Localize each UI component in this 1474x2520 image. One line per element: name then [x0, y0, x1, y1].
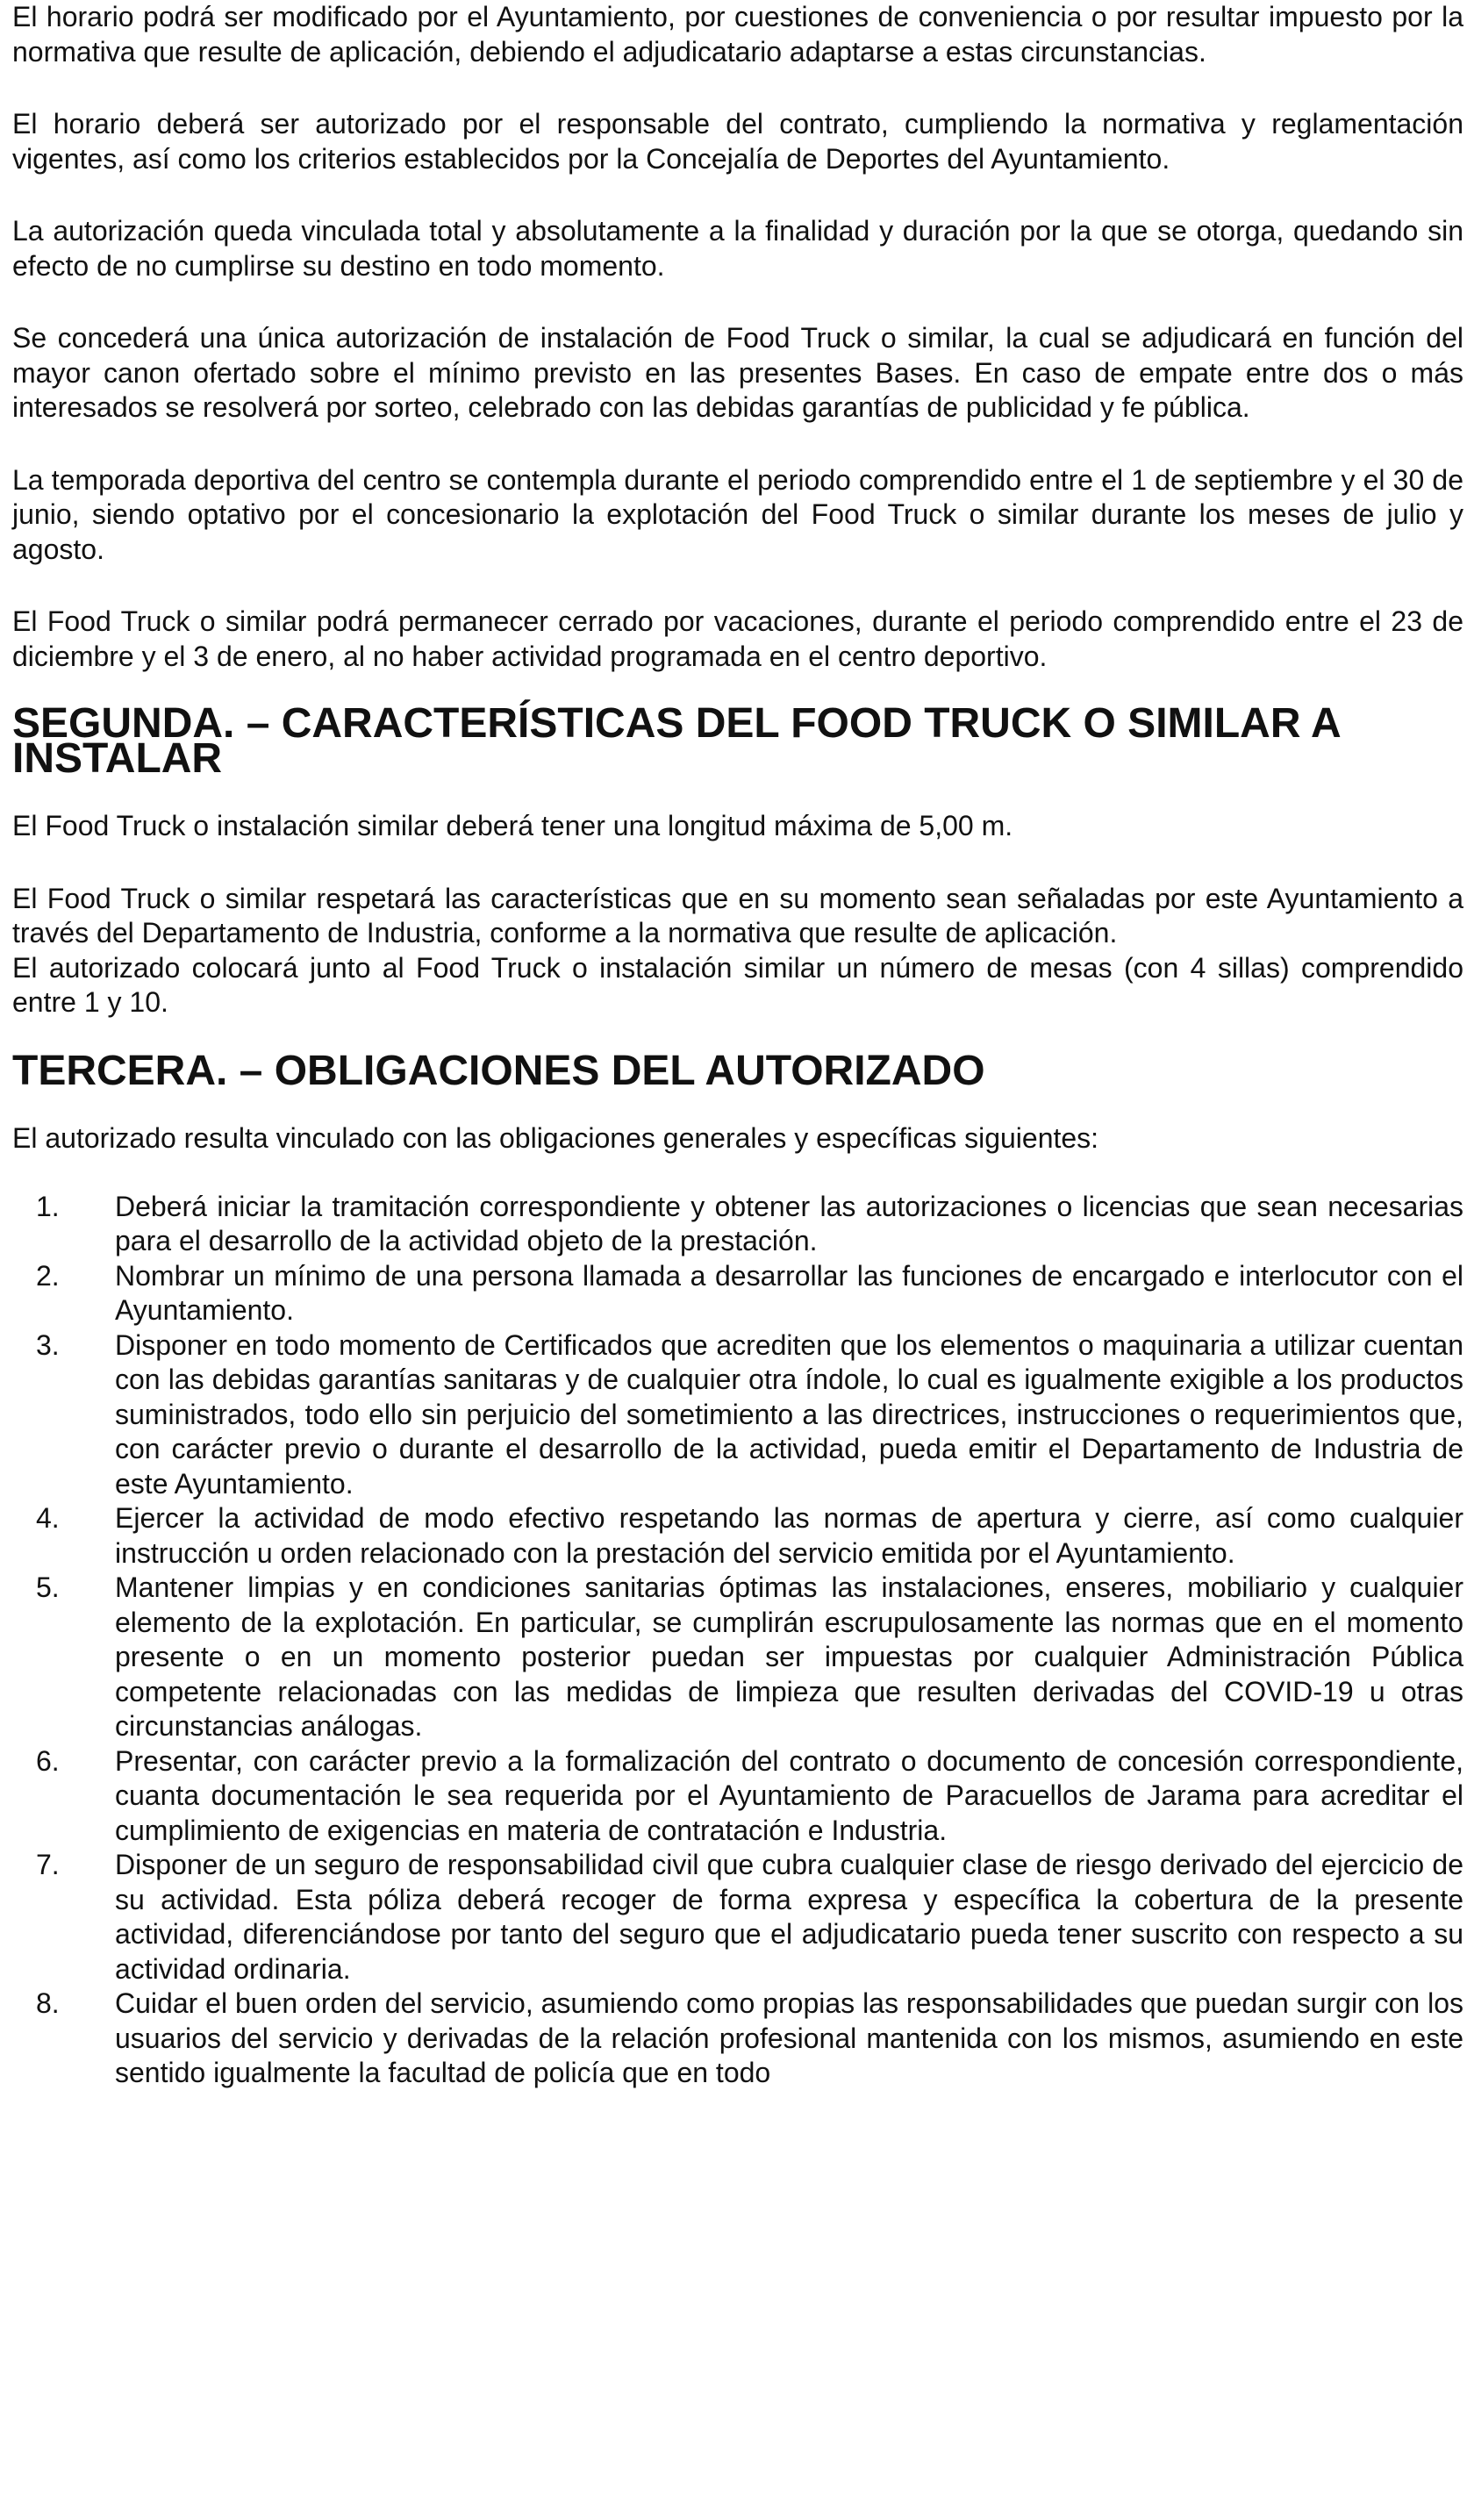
list-item-text: Disponer en todo momento de Certificados que acrediten que los elementos o maquinaria a utilizar cuentan con las debidas garantías sanitaras y de cualquier otra índole, lo cual es igualmente exigible a los productos suministrados, todo ello sin perjuicio del sometimiento a las directrices, instrucciones o requerimientos que, con carácter previo o durante el desarrollo de la actividad, pueda emitir el Departamento de Industria de este Ayuntamiento. [115, 1328, 1463, 1500]
document-page [12, 0, 1463, 2091]
paragraph-mesas: El autorizado colocará junto al Food Truck o instalación similar un número de mesas (con 4 sillas) comprendido entre 1 y 10. [12, 951, 1463, 1018]
obligations-list [12, 1190, 1463, 2091]
list-item [12, 1501, 1463, 1571]
list-item-number: 8. [36, 1987, 60, 2019]
heading-tercera: TERCERA. – OBLIGACIONES DEL AUTORIZADO [12, 1047, 985, 1094]
paragraph-horario-modificado: El horario podrá ser modificado por el Ayuntamiento, por cuestiones de conveniencia o por resultar impuesto por la normativa que resulte de aplicación, debiendo el adjudicatario adaptarse a estas circunstancias. [12, 1, 1463, 68]
paragraph-vacaciones: El Food Truck o similar podrá permanecer cerrado por vacaciones, durante el periodo comprendido entre el 23 de diciembre y el 3 de enero, al no haber actividad programada en el centro deportivo. [12, 605, 1463, 672]
list-item-number: 6. [36, 1744, 60, 1777]
paragraph-horario-autorizado: El horario deberá ser autorizado por el responsable del contrato, cumpliendo la normativa y reglamentación vigentes, así como los criterios establecidos por la Concejalía de Deportes del Ayuntamiento. [12, 108, 1463, 175]
list-item [12, 1328, 1463, 1502]
list-item-text: Nombrar un mínimo de una persona llamada a desarrollar las funciones de encargado e interlocutor con el Ayuntamiento. [115, 1259, 1463, 1326]
paragraph-caracteristicas: El Food Truck o similar respetará las características que en su momento sean señaladas por este Ayuntamiento a través del Departamento de Industria, conforme a la normativa que resulte de aplicación. [12, 882, 1463, 949]
list-item [12, 1848, 1463, 1987]
paragraph-longitud-maxima: El Food Truck o instalación similar deberá tener una longitud máxima de 5,00 m. [12, 810, 1013, 841]
list-item [12, 1190, 1463, 1259]
list-item [12, 1744, 1463, 1849]
list-item [12, 1571, 1463, 1744]
list-item [12, 1259, 1463, 1328]
paragraph-temporada-deportiva: La temporada deportiva del centro se contempla durante el periodo comprendido entre el 1 de septiembre y el 30 de junio, siendo optativo por el concesionario la explotación del Food Truck o similar durante los meses de julio y agosto. [12, 463, 1463, 565]
list-item-number: 7. [36, 1849, 60, 1880]
list-item-number: 3. [36, 1328, 60, 1361]
heading-segunda: SEGUNDA. – CARACTERÍSTICAS DEL FOOD TRUCK O SIMILAR A INSTALAR [12, 700, 1340, 782]
list-item-text: Deberá iniciar la tramitación correspondiente y obtener las autorizaciones o licencias que sean necesarias para el desarrollo de la actividad objeto de la prestación. [115, 1190, 1463, 1256]
list-item-number: 4. [36, 1502, 60, 1534]
list-item-text: Presentar, con carácter previo a la formalización del contrato o documento de concesión correspondiente, cuanta documentación le sea requerida por el Ayuntamiento de Paracuellos de Jarama para acreditar el cumplimiento de exigencias en materia de contratación e Industria. [115, 1744, 1463, 1846]
list-item-text: Ejercer la actividad de modo efectivo respetando las normas de apertura y cierre, así como cualquier instrucción u orden relacionado con la prestación del servicio emitida por el Ayuntamiento. [115, 1502, 1463, 1569]
list-item-number: 2. [36, 1259, 60, 1292]
list-item-number: 5. [36, 1571, 60, 1603]
paragraph-intro-obligaciones: El autorizado resulta vinculado con las obligaciones generales y específicas siguientes: [12, 1122, 1099, 1154]
paragraph-unica-autorizacion: Se concederá una única autorización de instalación de Food Truck o similar, la cual se adjudicará en función del mayor canon ofertado sobre el mínimo previsto en las presentes Bases. En caso de empate entre dos o más interesados se resolverá por sorteo, celebrado con las debidas garantías de publicidad y fe pública. [12, 322, 1463, 423]
list-item-text: Disponer de un seguro de responsabilidad civil que cubra cualquier clase de riesgo derivado del ejercicio de su actividad. Esta póliza deberá recoger de forma expresa y específica la cobertura de la presente actividad, diferenciándose por tanto del seguro que el adjudicatario pueda tener suscrito con respecto a su actividad ordinaria. [115, 1849, 1463, 1985]
list-item [12, 1987, 1463, 2091]
list-item-number: 1. [36, 1190, 60, 1222]
list-item-text: Cuidar el buen orden del servicio, asumiendo como propias las responsabilidades que puedan surgir con los usuarios del servicio y derivadas de la relación profesional mantenida con los mismos, asumiendo en este sentido igualmente la facultad de policía que en todo [115, 1987, 1463, 2088]
list-item-text: Mantener limpias y en condiciones sanitarias óptimas las instalaciones, enseres, mobiliario y cualquier elemento de la explotación. En particular, se cumplirán escrupulosamente las normas que en el momento presente o en un momento posterior puedan ser impuestas por cualquier Administración Pública competente relacionadas con las medidas de limpieza que resulten derivadas del COVID-19 u otras circunstancias análogas. [115, 1571, 1463, 1742]
paragraph-autorizacion-vinculada: La autorización queda vinculada total y absolutamente a la finalidad y duración por la que se otorga, quedando sin efecto de no cumplirse su destino en todo momento. [12, 215, 1463, 282]
